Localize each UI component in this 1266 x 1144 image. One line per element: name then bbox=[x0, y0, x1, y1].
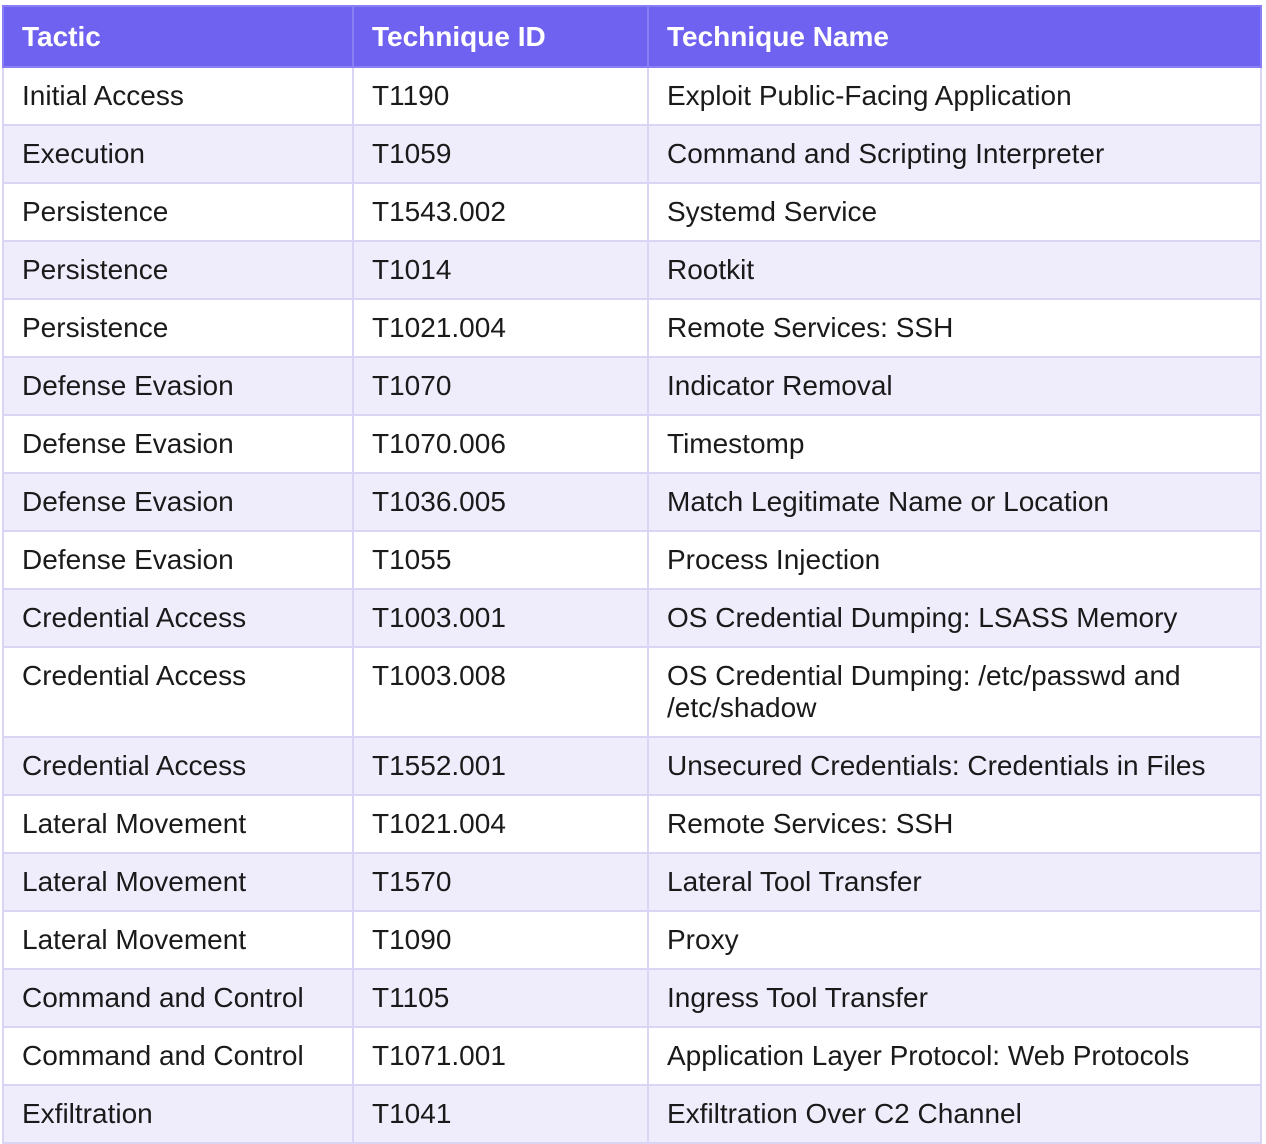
header-row bbox=[3, 6, 1261, 67]
cell-technique-id: T1003.001 bbox=[353, 589, 648, 647]
cell-tactic: Lateral Movement bbox=[3, 853, 353, 911]
table-row bbox=[3, 737, 1261, 795]
cell-tactic: Persistence bbox=[3, 299, 353, 357]
header-technique-name: Technique Name bbox=[648, 6, 1261, 67]
cell-technique-id: T1105 bbox=[353, 969, 648, 1027]
cell-technique-name: Exfiltration Over C2 Channel bbox=[648, 1085, 1261, 1143]
cell-technique-id: T1570 bbox=[353, 853, 648, 911]
cell-tactic: Command and Control bbox=[3, 1027, 353, 1085]
cell-technique-name: OS Credential Dumping: /etc/passwd and /etc/shadow bbox=[648, 647, 1261, 737]
table-row bbox=[3, 1085, 1261, 1143]
table-header bbox=[3, 6, 1261, 67]
cell-technique-name: Match Legitimate Name or Location bbox=[648, 473, 1261, 531]
table-row bbox=[3, 647, 1261, 737]
cell-tactic: Defense Evasion bbox=[3, 357, 353, 415]
cell-technique-name: Indicator Removal bbox=[648, 357, 1261, 415]
cell-technique-name: Lateral Tool Transfer bbox=[648, 853, 1261, 911]
cell-technique-name: Timestomp bbox=[648, 415, 1261, 473]
cell-tactic: Credential Access bbox=[3, 737, 353, 795]
cell-technique-name: Unsecured Credentials: Credentials in Files bbox=[648, 737, 1261, 795]
cell-technique-name: Process Injection bbox=[648, 531, 1261, 589]
table-row bbox=[3, 125, 1261, 183]
header-technique-id: Technique ID bbox=[353, 6, 648, 67]
table-row bbox=[3, 67, 1261, 125]
cell-tactic: Defense Evasion bbox=[3, 415, 353, 473]
cell-technique-id: T1543.002 bbox=[353, 183, 648, 241]
cell-technique-id: T1014 bbox=[353, 241, 648, 299]
cell-technique-name: Systemd Service bbox=[648, 183, 1261, 241]
cell-technique-name: OS Credential Dumping: LSASS Memory bbox=[648, 589, 1261, 647]
table-row bbox=[3, 795, 1261, 853]
cell-technique-id: T1059 bbox=[353, 125, 648, 183]
cell-tactic: Credential Access bbox=[3, 589, 353, 647]
cell-technique-name: Exploit Public-Facing Application bbox=[648, 67, 1261, 125]
header-tactic: Tactic bbox=[3, 6, 353, 67]
cell-technique-name: Proxy bbox=[648, 911, 1261, 969]
cell-tactic: Persistence bbox=[3, 241, 353, 299]
table-row bbox=[3, 853, 1261, 911]
cell-technique-name: Rootkit bbox=[648, 241, 1261, 299]
table-row bbox=[3, 1027, 1261, 1085]
cell-tactic: Persistence bbox=[3, 183, 353, 241]
cell-technique-id: T1070.006 bbox=[353, 415, 648, 473]
table-row bbox=[3, 415, 1261, 473]
table-row bbox=[3, 299, 1261, 357]
cell-technique-id: T1552.001 bbox=[353, 737, 648, 795]
cell-technique-id: T1090 bbox=[353, 911, 648, 969]
cell-tactic: Defense Evasion bbox=[3, 531, 353, 589]
table-row bbox=[3, 241, 1261, 299]
table-row bbox=[3, 911, 1261, 969]
table-row bbox=[3, 531, 1261, 589]
cell-tactic: Lateral Movement bbox=[3, 795, 353, 853]
cell-technique-name: Remote Services: SSH bbox=[648, 795, 1261, 853]
cell-technique-id: T1070 bbox=[353, 357, 648, 415]
cell-tactic: Defense Evasion bbox=[3, 473, 353, 531]
cell-technique-id: T1071.001 bbox=[353, 1027, 648, 1085]
cell-tactic: Command and Control bbox=[3, 969, 353, 1027]
table-row bbox=[3, 473, 1261, 531]
cell-technique-id: T1055 bbox=[353, 531, 648, 589]
cell-technique-name: Command and Scripting Interpreter bbox=[648, 125, 1261, 183]
cell-technique-id: T1041 bbox=[353, 1085, 648, 1143]
cell-technique-id: T1021.004 bbox=[353, 299, 648, 357]
cell-technique-id: T1190 bbox=[353, 67, 648, 125]
cell-technique-id: T1003.008 bbox=[353, 647, 648, 737]
cell-technique-name: Remote Services: SSH bbox=[648, 299, 1261, 357]
cell-tactic: Execution bbox=[3, 125, 353, 183]
cell-technique-name: Application Layer Protocol: Web Protocols bbox=[648, 1027, 1261, 1085]
table-row bbox=[3, 589, 1261, 647]
table-row bbox=[3, 969, 1261, 1027]
table-row bbox=[3, 357, 1261, 415]
cell-technique-id: T1021.004 bbox=[353, 795, 648, 853]
cell-tactic: Initial Access bbox=[3, 67, 353, 125]
cell-tactic: Credential Access bbox=[3, 647, 353, 737]
mitre-attack-table bbox=[2, 5, 1262, 1144]
cell-tactic: Exfiltration bbox=[3, 1085, 353, 1143]
cell-tactic: Lateral Movement bbox=[3, 911, 353, 969]
table-row bbox=[3, 183, 1261, 241]
table-body bbox=[3, 67, 1261, 1143]
cell-technique-id: T1036.005 bbox=[353, 473, 648, 531]
cell-technique-name: Ingress Tool Transfer bbox=[648, 969, 1261, 1027]
mitre-attack-table-container bbox=[2, 5, 1260, 1144]
